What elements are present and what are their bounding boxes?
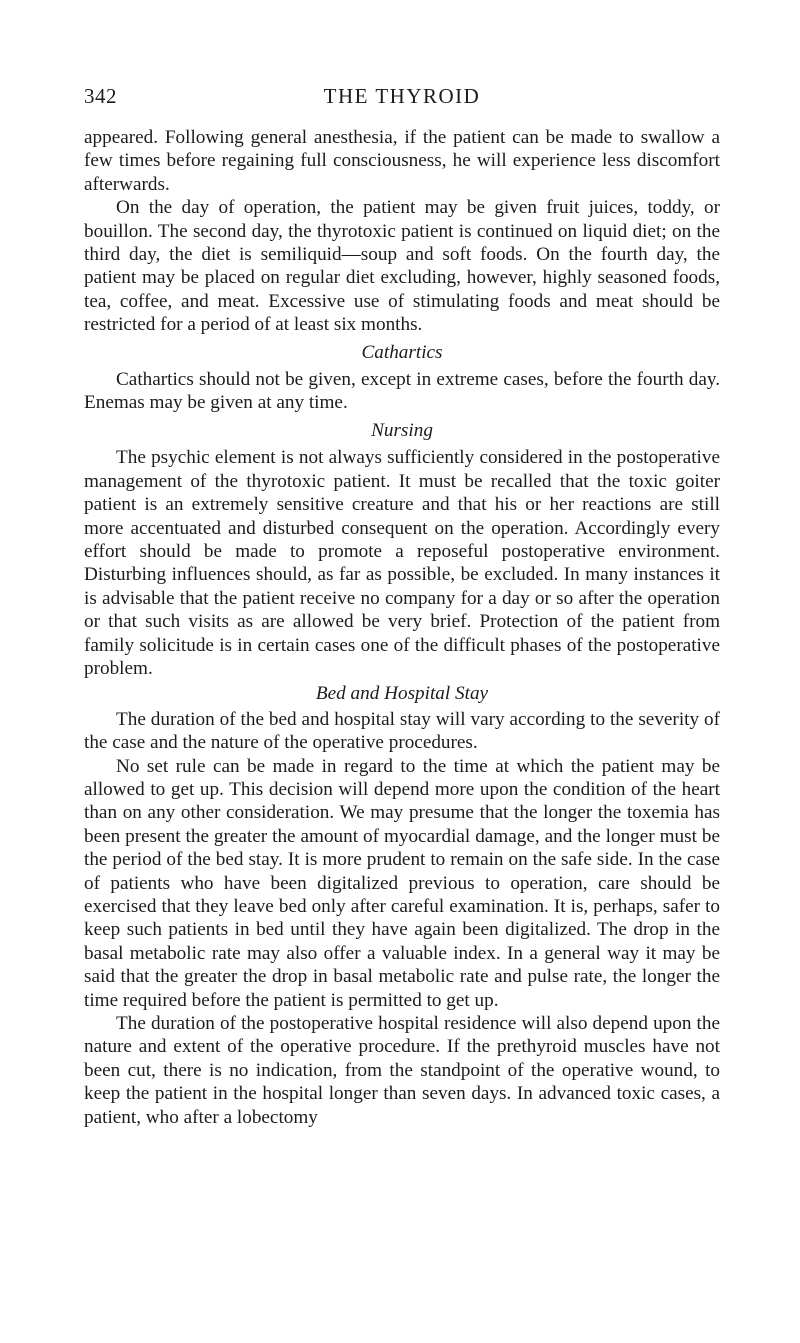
paragraph-bed-rule: No set rule can be made in regard to the time at which the patient may be allowed to get up. This decision will depend more upon the condition of the heart than on any other consideration. We may presume that the longer the toxemia has been present the greater the amount of myocardial damage, and the longer must be the period of the bed stay. It is more prudent to remain on the safe side. In the case of patients who have been digitalized previous to operation, care should be exercised that they leave bed only after careful examination. It is, perhaps, safer to keep such patients in bed until they have again been digitalized. The drop in the basal metabolic rate may also offer a valuable index. In a general way it may be said that the greater the drop in basal metabolic rate and pulse rate, the longer the time required before the patient is permitted to get up. bbox=[84, 755, 720, 1011]
paragraph-nursing: The psychic element is not always sufficiently considered in the postoperative management of the thyrotoxic patient. It must be recalled that the toxic goiter patient is an extremely sensitive creature and that his or her reactions are still more accentuated and disturbed consequent on the operation. Accordingly every effort should be made to promote a reposeful postoperative environment. Disturbing influences should, as far as possible, be excluded. In many instances it is advisable that the patient receive no company for a day or so after the operation or that such visits as are allowed be very brief. Protection of the patient from family solicitude is in certain cases one of the difficult phases of the postoperative problem. bbox=[84, 447, 720, 679]
section-heading-nursing: Nursing bbox=[371, 419, 433, 441]
paragraph-continuation: appeared. Following general anesthesia, if the patient can be made to swallow a few times before regaining full consciousness, he will experience less discomfort afterwards. bbox=[84, 127, 720, 195]
body-text bbox=[84, 126, 720, 1129]
paragraph-hospital-residence: The duration of the postoperative hospital residence will also depend upon the nature and extent of the operative procedure. If the prethyroid muscles have not been cut, there is no indication, from the standpoint of the operative wound, to keep the patient in the hospital longer than seven days. In advanced toxic cases, a patient, who after a lobectomy bbox=[84, 1013, 720, 1128]
section-heading-cathartics: Cathartics bbox=[361, 341, 443, 363]
running-head bbox=[84, 84, 720, 114]
section-heading-bed-and-hospital-stay: Bed and Hospital Stay bbox=[315, 683, 489, 705]
paragraph-diet: On the day of operation, the patient may be given fruit juices, toddy, or bouillon. The second day, the thyrotoxic patient is continued on liquid diet; on the third day, the diet is semiliquid—soup and soft foods. On the fourth day, the patient may be placed on regular diet excluding, however, highly seasoned foods, tea, coffee, and meat. Excessive use of stimulating foods and meat should be restricted for a period of at least six months. bbox=[84, 197, 720, 336]
paragraph-cathartics: Cathartics should not be given, except in extreme cases, before the fourth day. Enemas may be given at any time. bbox=[84, 369, 720, 414]
page-number: 342 bbox=[84, 84, 117, 108]
paragraph-duration: The duration of the bed and hospital stay will vary according to the severity of the case and the nature of the operative procedures. bbox=[84, 708, 720, 754]
running-title: THE THYROID bbox=[323, 84, 481, 108]
